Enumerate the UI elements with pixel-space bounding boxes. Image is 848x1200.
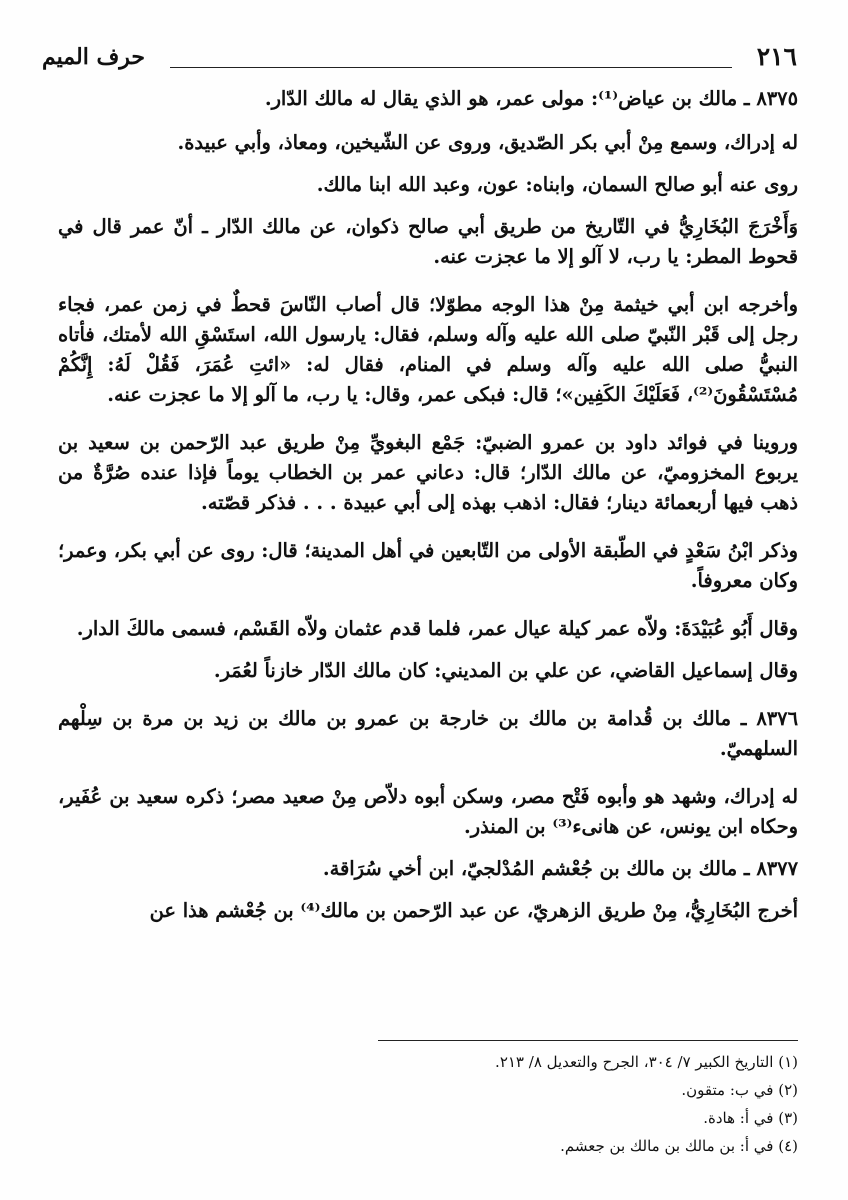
paragraph: له إدراك، وشهد هو وأبوه فَتْح مصر، وسكن أبوه دلاّص مِنْ صعيد مصر؛ ذكره سعيد بن عُفَير، وحكاه ابن يونس، عن هانىء⁽³⁾ بن المنذر. [58, 785, 798, 838]
footnote-2: (٢) في ب: متقون. [681, 1081, 798, 1099]
footnote-1: (١) التاريخ الكبير ٧/ ٣٠٤، الجرح والتعديل ٨/ ٢١٣. [495, 1053, 798, 1071]
footnote-rule [378, 1040, 798, 1041]
page-number: ٢١٦ [756, 42, 797, 71]
paragraph: وقال أَبُو عُبَيْدَةَ: ولاّه عمر كيلة عيال عمر، فلما قدم عثمان ولاّه القَسْم، فسمى مالكَ الدار. [76, 617, 798, 640]
footnote-4: (٤) في أ: بن مالك بن مالك بن جعشم. [560, 1137, 798, 1155]
entry-8377-heading: ٨٣٧٧ ـ مالك بن مالك بن جُعْشم المُدْلجيّ، ابن أخي سُرَاقة. [322, 857, 798, 880]
footnotes [380, 1048, 798, 1160]
paragraph: وَأَخْرَجَ البُخَارِيُّ في التّاريخ من طريق أبي صالح ذكوان، عن مالك الدّار ـ أنّ عمر قال في قحوط المطر: يا رب، لا آلو إلا ما عجزت عنه. [58, 215, 798, 268]
paragraph: روى عنه أبو صالح السمان، وابناه: عون، وعبد الله ابنا مالك. [316, 173, 798, 196]
paragraph: وقال إسماعيل القاضي، عن علي بن المديني: كان مالك الدّار خازناً لعُمَر. [213, 659, 798, 682]
paragraph: أخرج البُخَارِيُّ، مِنْ طريق الزهريّ، عن عبد الرّحمن بن مالك⁽⁴⁾ بن جُعْشم هذا عن [149, 899, 798, 922]
paragraph: وروينا في فوائد داود بن عمرو الضبيّ: جَمْع البغويِّ مِنْ طريق عبد الرّحمن بن سعيد بن يربوع المخزوميّ، عن مالك الدّار؛ قال: دعاني عمر بن الخطاب يوماً فإذا عنده صُرَّةٌ من ذهب فيها أربعمائة دينار؛ فقال: اذهب بهذه إلى أبي عبيدة . . . فذكر قصّته. [58, 431, 798, 514]
paragraph: له إدراك، وسمع مِنْ أبي بكر الصّديق، وروى عن الشّيخين، ومعاذ، وأبي عبيدة. [177, 131, 798, 154]
footnote-3: (٣) في أ: هادة. [703, 1109, 798, 1127]
running-title: حرف الميم [42, 44, 146, 70]
entry-8376-heading: ٨٣٧٦ ـ مالك بن قُدامة بن مالك بن خارجة بن عمرو بن مالك بن زيد بن مرة بن سِلْهم السلهميّ. [58, 707, 798, 760]
paragraph: وأخرجه ابن أبي خيثمة مِنْ هذا الوجه مطوّلا؛ قال أصاب النّاسَ قحطٌ في زمن عمر، فجاء رجل إلى قَبْر النّبيّ صلى الله عليه وآله وسلم، فقال: يارسول الله، استَسْقِ الله لأمتك، فأتاه النبيُّ صلى الله عليه وآله وسلم في المنام، فقال له: «ائتِ عُمَرَ، فَقُلْ لَهُ: إِنَّكُمْ مُسْتَسْقُونَ⁽²⁾، فَعَلَيْكَ الكَفِين»؛ قال: فبكى عمر، وقال: يا رب، ما آلو إلا ما عجزت عنه. [58, 293, 798, 406]
page-header [42, 42, 797, 82]
main-text [58, 84, 798, 944]
entry-8375-heading: ٨٣٧٥ ـ مالك بن عياض⁽¹⁾: مولى عمر، هو الذي يقال له مالك الدّار. [264, 87, 798, 110]
header-rule [170, 67, 732, 68]
paragraph: وذكر ابْنُ سَعْدٍ في الطّبقة الأولى من التّابعين في أهل المدينة؛ قال: روى عن أبي بكر، وعمر؛ وكان معروفاً. [58, 539, 798, 592]
